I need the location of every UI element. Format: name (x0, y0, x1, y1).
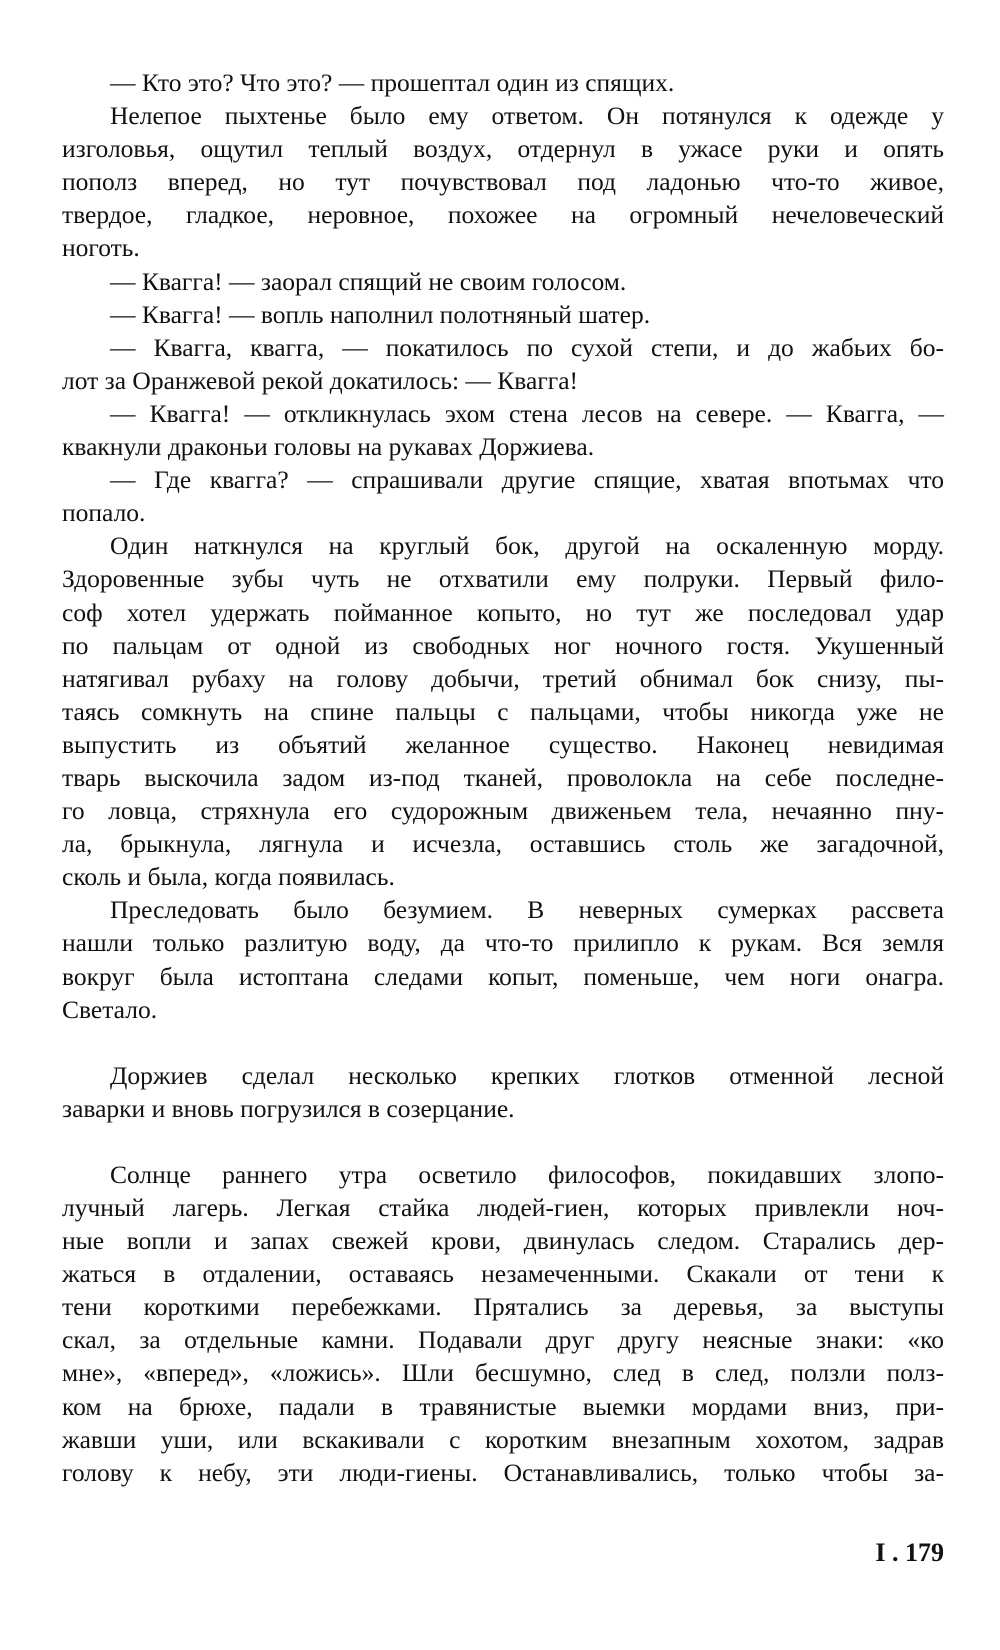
text-line: по пальцам от одной из свободных ног ночного гостя. Укушенный (62, 630, 944, 660)
text-line: — Квагга! — вопль наполнил полотняный шатер. (110, 299, 651, 329)
text-line: скал, за отдельные камни. Подавали друг другу неясные знаки: «ко (62, 1325, 944, 1355)
text-line: го ловца, стряхнула его судорожным движеньем тела, нечаянно пну- (62, 796, 944, 826)
text-line: мне», «вперед», «ложись». Шли бесшумно, след в след, ползли полз- (62, 1358, 944, 1388)
paragraph (62, 529, 944, 893)
text-line: квакнули драконьи головы на рукавах Доржиева. (62, 432, 595, 462)
text-line: — Квагга! — заорал спящий не своим голосом. (110, 266, 627, 296)
text-line: голову к небу, эти люди-гиены. Останавливались, только чтобы за- (62, 1457, 944, 1487)
paragraph (62, 265, 944, 298)
paragraph (62, 66, 944, 99)
paragraph (62, 298, 944, 331)
page-body (62, 66, 944, 1489)
text-line: Доржиев сделал несколько крепких глотков отменной лесной (110, 1060, 944, 1090)
text-line: сколь и была, когда появилась. (62, 862, 395, 892)
text-line: пополз вперед, но тут почувствовал под ладонью что-то живое, (62, 167, 944, 197)
text-line: тени короткими перебежками. Прятались за деревья, за выступы (62, 1292, 944, 1322)
text-line: изголовья, ощутил теплый воздух, отдернул в ужасе руки и опять (62, 134, 944, 164)
text-line: — Кто это? Что это? — прошептал один из спящих. (110, 68, 675, 97)
text-line: заварки и вновь погрузился в созерцание. (62, 1093, 515, 1123)
text-line: — Квагга, квагга, — покатилось по сухой степи, и до жабьих бо- (110, 332, 944, 362)
text-line: — Квагга! — откликнулась эхом стена лесов на севере. — Квагга, — (110, 398, 944, 428)
paragraph (62, 1158, 944, 1489)
text-line: выпустить из объятий желанное существо. Наконец невидимая (62, 729, 944, 759)
page-number: I . 179 (875, 1538, 944, 1567)
text-line: соф хотел удержать пойманное копыто, но тут же последовал удар (62, 597, 944, 627)
section-gap (62, 1125, 944, 1158)
paragraph (62, 99, 944, 264)
paragraph (62, 397, 944, 463)
paragraph (62, 463, 944, 529)
text-line: Один наткнулся на круглый бок, другой на оскаленную морду. (110, 531, 944, 561)
text-line: ла, брыкнула, лягнула и исчезла, оставшись столь же загадочной, (62, 829, 944, 859)
text-line: ноготь. (62, 233, 140, 263)
text-line: Преследовать было безумием. В неверных сумерках рассвета (110, 895, 944, 925)
text-line: Солнце раннего утра осветило философов, покидавших злопо- (110, 1159, 944, 1189)
text-line: твердое, гладкое, неровное, похожее на огромный нечеловеческий (62, 200, 944, 230)
text-line: вокруг была истоптана следами копыт, поменьше, чем ноги онагра. (62, 961, 944, 991)
text-line: ные вопли и запах свежей крови, двинулась следом. Старались дер- (62, 1226, 944, 1256)
text-line: нашли только разлитую воду, да что-то прилипло к рукам. Вся земля (62, 928, 944, 958)
paragraph (62, 893, 944, 1025)
section-gap (62, 1026, 944, 1059)
text-line: натягивал рубаху на голову добычи, третий обнимал бок снизу, пы- (62, 663, 944, 693)
paragraph (62, 1059, 944, 1125)
paragraph (62, 331, 944, 397)
text-line: таясь сомкнуть на спине пальцы с пальцами, чтобы никогда уже не (62, 696, 944, 726)
text-line: Здоровенные зубы чуть не отхватили ему полруки. Первый фило- (62, 564, 944, 594)
text-line: лот за Оранжевой рекой докатилось: — Квагга! (62, 365, 579, 395)
text-line: жаться в отдалении, оставаясь незамеченными. Скакали от тени к (62, 1259, 944, 1289)
text-line: Светало. (62, 994, 158, 1024)
text-line: лучный лагерь. Легкая стайка людей-гиен, которых привлекли ноч- (62, 1193, 944, 1222)
text-line: ком на брюхе, падали в травянистые выемки мордами вниз, при- (62, 1391, 944, 1421)
text-line: жавши уши, или вскакивали с коротким внезапным хохотом, задрав (62, 1424, 944, 1454)
text-line: — Где квагга? — спрашивали другие спящие, хватая впотьмах что (110, 465, 944, 495)
text-line: попало. (62, 498, 146, 528)
text-line: Нелепое пыхтенье было ему ответом. Он потянулся к одежде у (110, 101, 944, 131)
text-line: тварь выскочила задом из-под тканей, проволокла на себе последне- (62, 762, 944, 792)
